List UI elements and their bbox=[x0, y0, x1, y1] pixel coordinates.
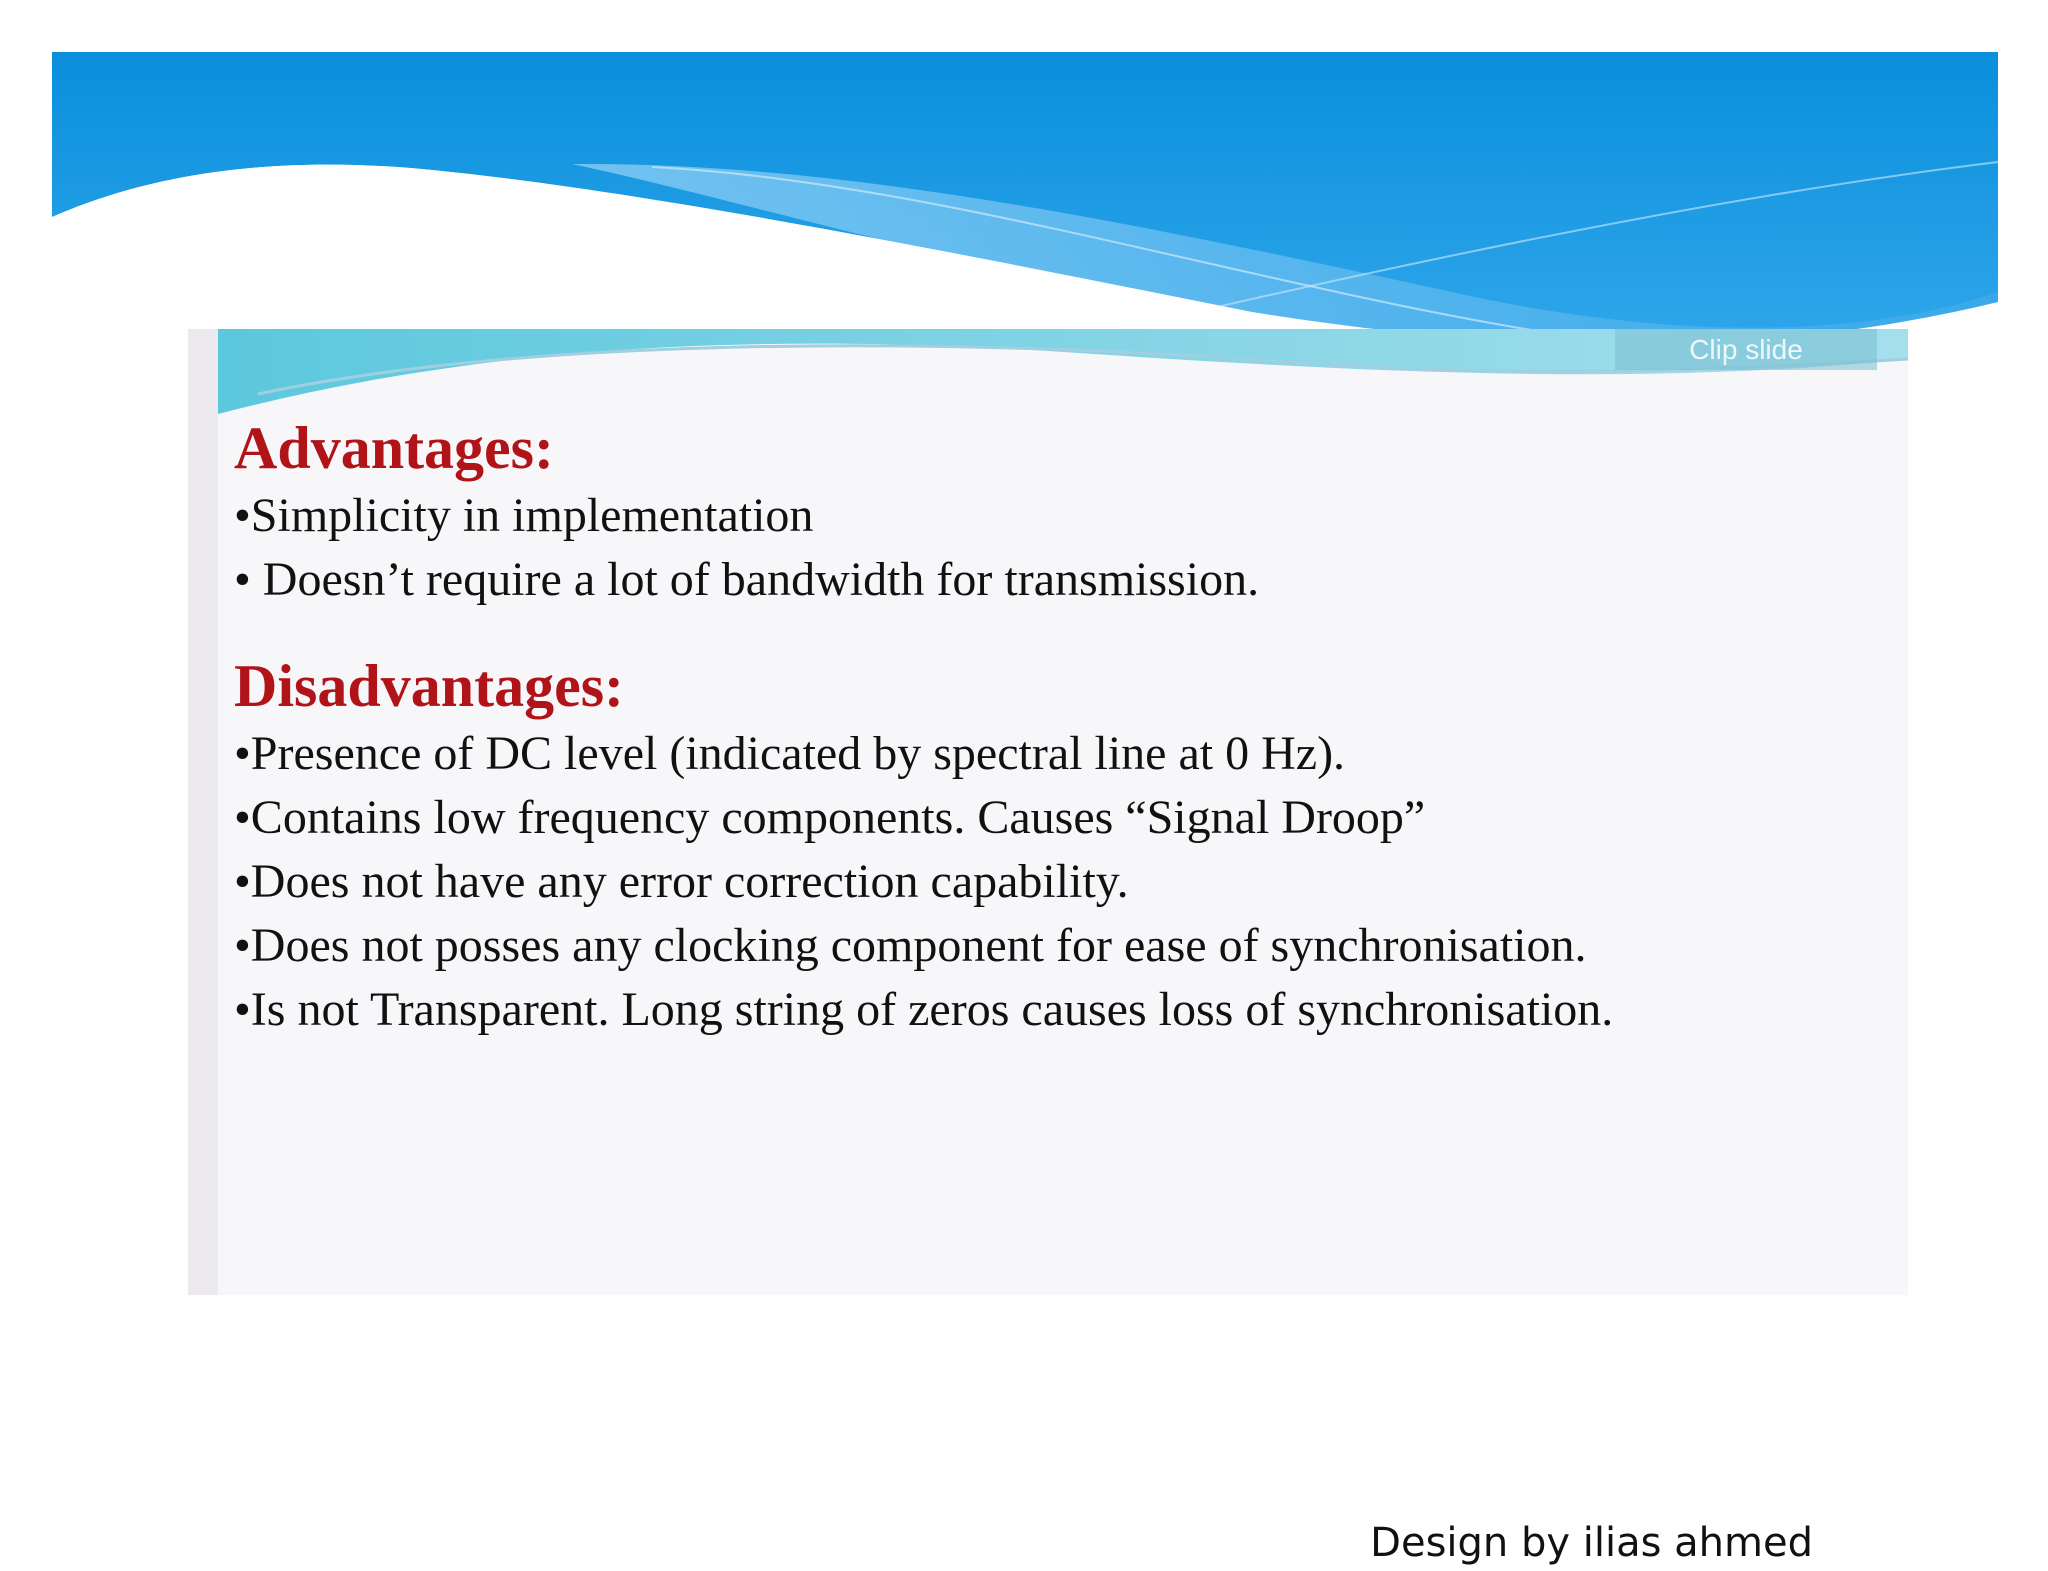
disadvantage-item: •Contains low frequency components. Causes “Signal Droop” bbox=[234, 791, 1426, 844]
disadvantage-item: •Is not Transparent. Long string of zeros causes loss of synchronisation. bbox=[234, 983, 1614, 1036]
disadvantage-item: •Presence of DC level (indicated by spectral line at 0 Hz). bbox=[234, 727, 1346, 780]
footer-credit: Design by ilias ahmed bbox=[1370, 1520, 1813, 1566]
disadvantage-item: •Does not have any error correction capability. bbox=[234, 855, 1129, 908]
embedded-side-strip bbox=[188, 329, 218, 1295]
disadvantage-item: •Does not posses any clocking component for ease of synchronisation. bbox=[234, 919, 1587, 972]
clip-slide-badge: Clip slide bbox=[1615, 329, 1877, 370]
advantages-heading: Advantages: bbox=[234, 415, 555, 481]
disadvantages-heading: Disadvantages: bbox=[234, 653, 625, 719]
advantage-item: •Simplicity in implementation bbox=[234, 489, 814, 542]
header-wave-decoration bbox=[52, 52, 1998, 352]
embedded-slide-image bbox=[188, 329, 1908, 1295]
embedded-slide-content bbox=[234, 412, 1861, 1042]
advantage-item: • Doesn’t require a lot of bandwidth for transmission. bbox=[234, 553, 1260, 606]
slide bbox=[52, 52, 1998, 1566]
